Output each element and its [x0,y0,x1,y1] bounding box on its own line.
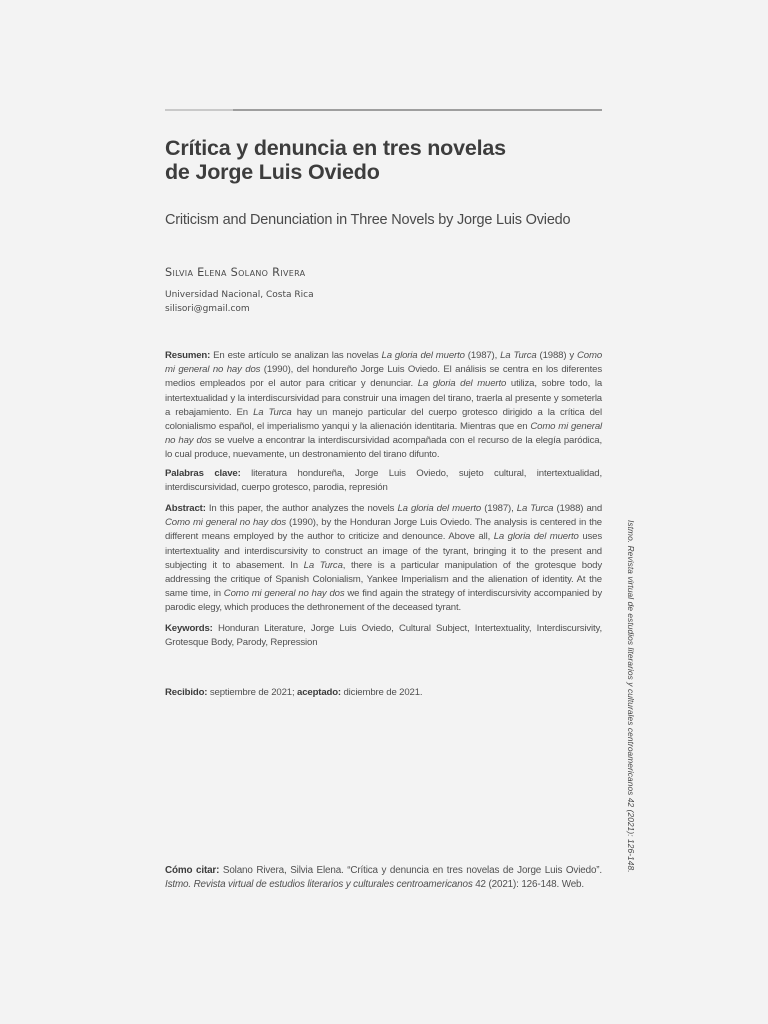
abstract-text: uses intertextuality and interdiscursivity to construct an image of the tyrant, bringing it to the present and subjecting it to abasement. In [165,531,603,571]
novel-title: La gloria del muerto [397,503,482,514]
citation-text: 42 (2021): 126-148. Web. [472,879,584,891]
author-email: silisori@gmail.com [165,304,250,314]
resumen-paragraph [165,349,602,463]
novel-title: La Turca [500,350,537,361]
resumen-label: Resumen: [165,350,211,361]
abstract-section [165,502,602,616]
resumen-text: hay un manejo particular del cuerpo grotesco dirigido a la crítica del colonialismo español, el imperialismo yanqui y la alienación identitaria. Mientras que en [165,406,602,433]
novel-title: La Turca [253,406,292,418]
citation-text: Solano Rivera, Silvia Elena. “Crítica y denuncia en tres novelas de Jorge Luis Oviedo”. [219,865,603,876]
palabras-clave-label: Palabras clave: [165,468,241,479]
author-name: Silvia Elena Solano Rivera [165,266,306,279]
resumen-text: En este artículo se analizan las novelas [210,350,382,361]
keywords-text: Honduran Literature, Jorge Luis Oviedo, Cultural Subject, Intertextuality, Interdiscursivity, Grotesque Body, Parody, Repression [165,623,602,649]
citation-paragraph [165,864,602,892]
top-rule [165,109,602,111]
palabras-clave-paragraph [165,467,602,495]
title-line-1: Crítica y denuncia en tres novelas [165,136,506,160]
dates-paragraph [165,686,602,700]
citation-section [165,864,602,892]
resumen-text: se vuelve a encontrar la interdiscursividad acompañada con el recurso de la elegía paródica, lo cual produce, nuevamente, un destronamiento del tirano difunto. [165,435,602,461]
palabras-clave-text: literatura hondureña, Jorge Luis Oviedo, sujeto cultural, intertextualidad, interdiscursividad, cuerpo grotesco, parodia, represión [165,468,602,494]
novel-title: La gloria del muerto [417,378,507,390]
aceptado-label: aceptado: [297,687,341,698]
resumen-text: (1988) y [536,350,578,361]
keywords-label: Keywords: [165,623,213,634]
article-subtitle: Criticism and Denunciation in Three Novels by Jorge Luis Oviedo [165,212,571,228]
novel-title: Como mi general no hay dos [165,517,286,529]
author-affiliation [165,288,314,316]
recibido-label: Recibido: [165,687,208,698]
abstract-text: (1987), [481,503,517,514]
top-rule-accent [165,109,233,111]
citation-label: Cómo citar: [165,865,220,876]
novel-title: La gloria del muerto [493,531,579,543]
palabras-clave-section [165,467,602,495]
abstract-text: we find again the strategy of interdiscursivity accompanied by parodic elegy, which produces the dethronement of the deceased tyrant. [165,588,602,614]
novel-title: Como mi general no hay dos [165,421,602,447]
dates-section [165,686,602,700]
novel-title: Como mi general no hay dos [165,350,603,376]
novel-title: La Turca [516,503,554,514]
abstract-text: , there is a particular manipulation of the grotesque body addressing the critique of Spanish Colonialism, Yankee Imperialism and the alienation of identity. At the same time, in [165,559,603,600]
running-sidebar [622,520,642,900]
abstract-paragraph [165,502,602,616]
recibido-date: septiembre de 2021; [207,687,298,698]
affiliation: Universidad Nacional, Costa Rica [165,290,314,300]
abstract-text: (1988) and [553,503,603,514]
journal-title: Istmo. Revista virtual de estudios literarios y culturales centroamericanos [165,879,473,891]
novel-title: La gloria del muerto [381,350,465,361]
novel-title: La Turca [303,559,343,571]
resumen-text: (1990), del hondureño Jorge Luis Oviedo. El análisis se centra en los diferentes medios empleados por el autor para criticar y denunciar. [165,364,602,390]
resumen-section [165,349,602,463]
article-title [165,136,605,184]
title-line-2: de Jorge Luis Oviedo [165,160,380,184]
keywords-section [165,622,602,650]
abstract-label: Abstract: [165,503,206,514]
resumen-text: utiliza, sobre todo, la intertextualidad y la interdiscursividad para construir una imagen del tirano, traerla al presente y someterla a rebajamiento. En [165,378,603,418]
resumen-text: (1987), [464,350,501,361]
sidebar-journal-reference: Istmo. Revista virtual de estudios literarios y culturales centroamericanos 42 (2021): 126-148. [626,520,636,873]
abstract-text: In this paper, the author analyzes the novels [205,503,398,514]
novel-title: Como mi general no hay dos [223,588,345,600]
aceptado-date: diciembre de 2021. [340,687,423,698]
abstract-text: (1990), by the Honduran Jorge Luis Oviedo. The analysis is centered in the different means employed by the author to criticize and denounce. Above all, [165,517,602,543]
keywords-paragraph [165,622,602,650]
